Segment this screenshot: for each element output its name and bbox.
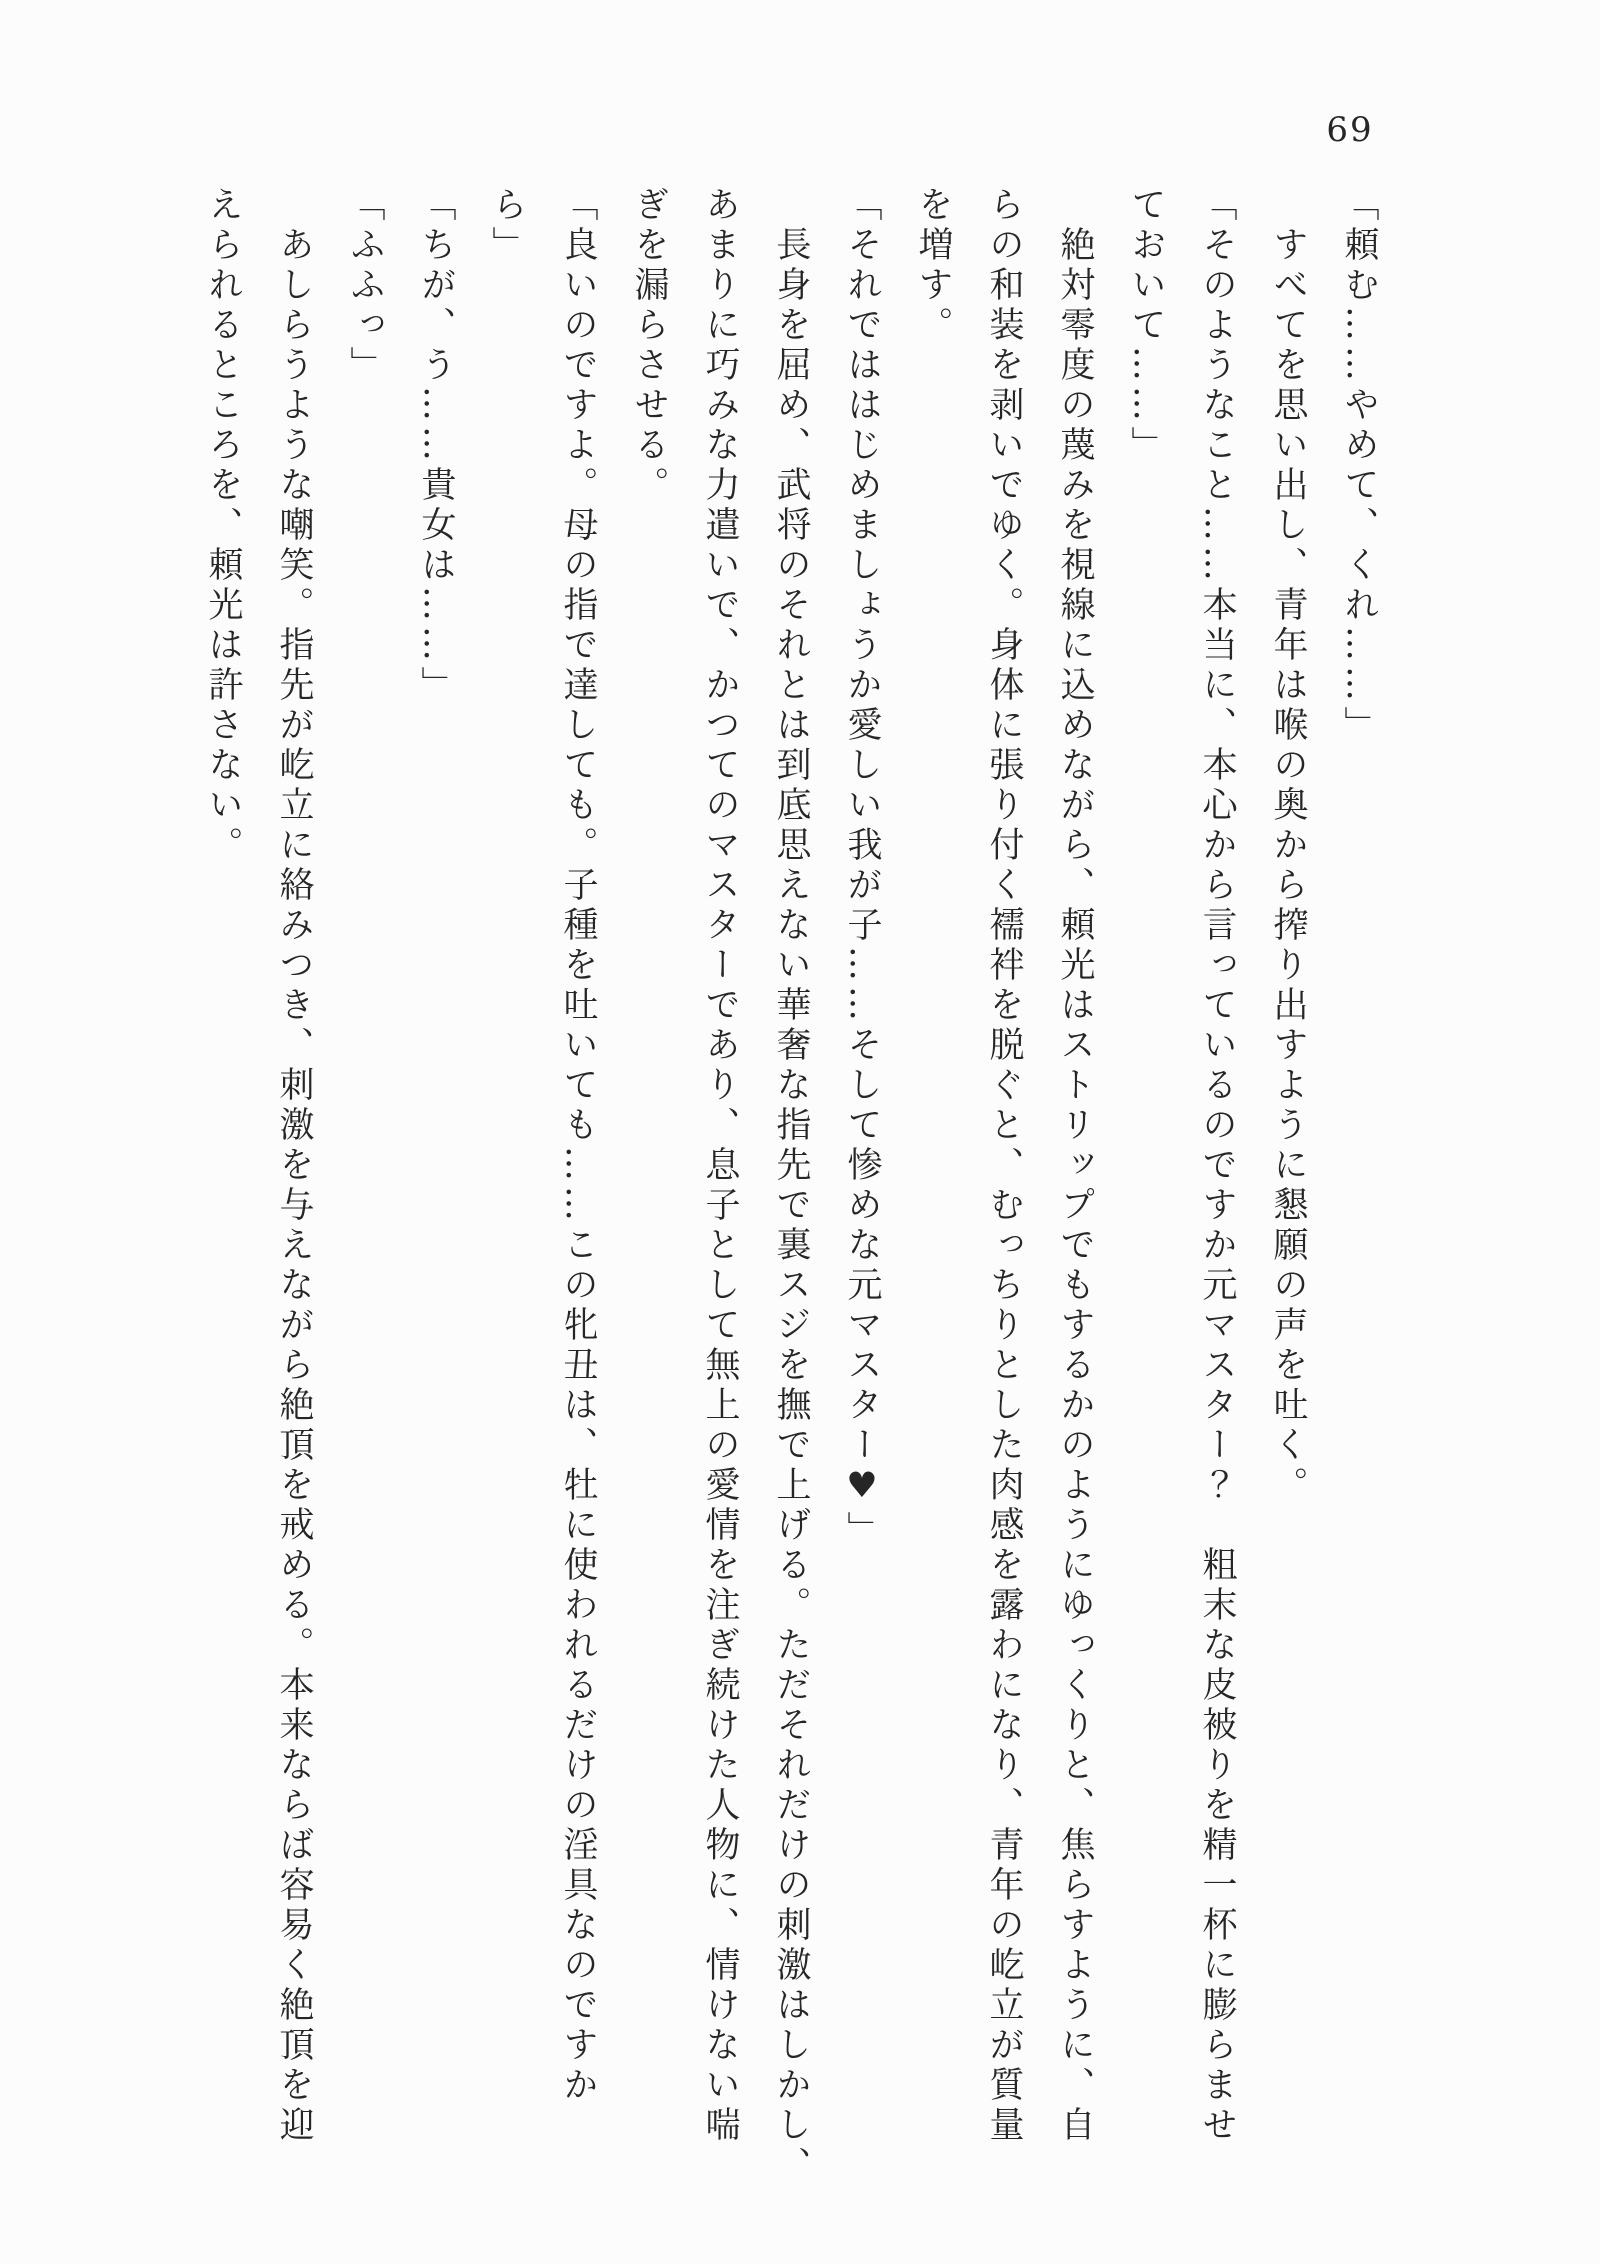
text-column: を増す。 — [913, 186, 953, 346]
text-column: 「それでははじめましょうか愛しい我が子……そして惨めな元マスター♥」 — [842, 186, 882, 1551]
page-text — [187, 186, 1394, 2186]
text-column: ぎを漏らさせる。 — [629, 186, 669, 506]
text-column: らの和装を剥いでゆく。身体に張り付く襦袢を脱ぐと、むっちりとした肉感を露わになり、青年の屹立が質量 — [984, 186, 1024, 2146]
text-column: 「そのようなこと……本当に、本心から言っているのですか元マスター？ 粗末な皮被りを精一杯に膨らませ — [1197, 186, 1237, 2146]
text-column: 「ちが、う……貴女は……」 — [416, 186, 456, 706]
text-column: えられるところを、頼光は許さない。 — [203, 186, 243, 866]
text-column: 絶対零度の蔑みを視線に込めながら、頼光はストリップでもするかのようにゆっくりと、焦らすように、自 — [1055, 186, 1095, 2146]
text-column: 長身を屈め、武将のそれとは到底思えない華奢な指先で裏スジを撫で上げる。ただそれだけの刺激はしかし、 — [771, 186, 811, 2186]
page-number: 69 — [1326, 110, 1374, 150]
text-column: すべてを思い出し、青年は喉の奥から搾り出すように懇願の声を吐く。 — [1268, 186, 1308, 1506]
text-column: あしらうような嘲笑。指先が屹立に絡みつき、刺激を与えながら絶頂を戒める。本来ならば容易く絶頂を迎 — [274, 186, 314, 2146]
text-column: あまりに巧みな力遣いで、かつてのマスターであり、息子として無上の愛情を注ぎ続けた人物に、情けない喘 — [700, 186, 740, 2146]
text-column: 「ふふっ」 — [345, 186, 385, 386]
text-column: 「頼む……やめて、くれ……」 — [1339, 186, 1379, 746]
text-column: ておいて……」 — [1126, 186, 1166, 466]
text-column: 「良いのですよ。母の指で達しても。子種を吐いても……この牝丑は、牡に使われるだけの淫具なのですか — [558, 186, 598, 2106]
text-column: ら」 — [487, 186, 527, 266]
